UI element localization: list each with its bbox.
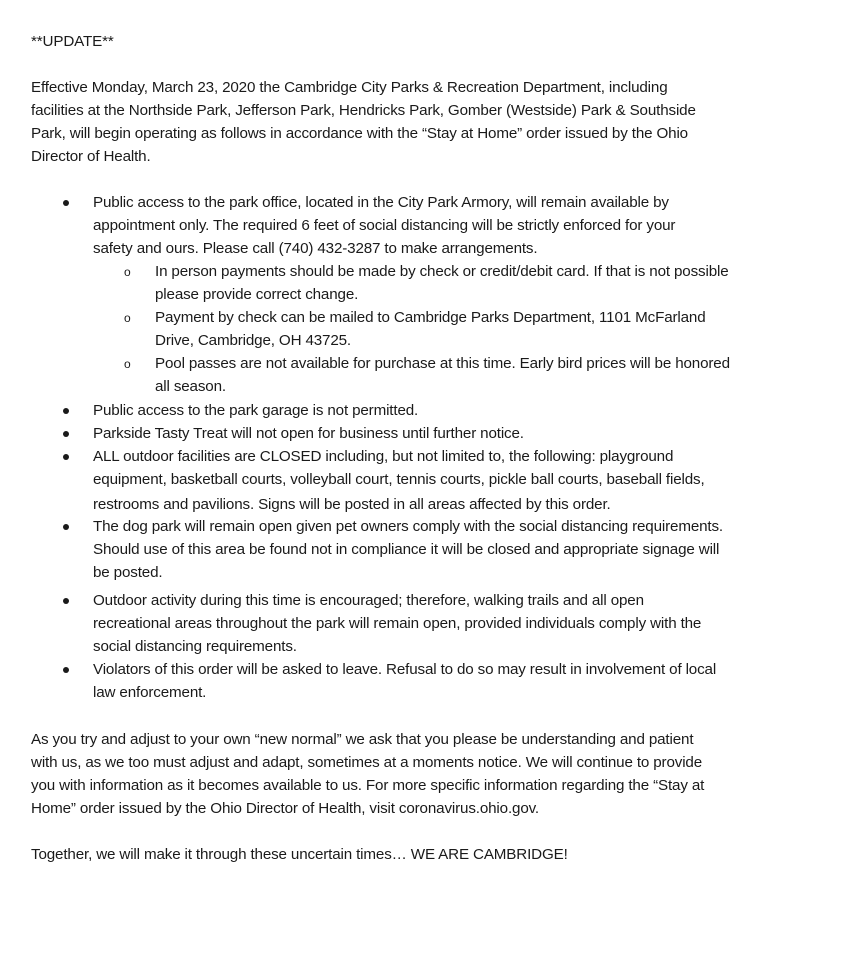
- bullet-icon: [63, 667, 69, 673]
- list-item-line: Should use of this area be found not in compliance it will be closed and appropriate signage will: [93, 541, 720, 558]
- intro-line: Director of Health.: [31, 148, 151, 165]
- update-header: **UPDATE**: [31, 33, 114, 50]
- closing-line: As you try and adjust to your own “new normal” we ask that you please be understanding and patient: [31, 731, 694, 748]
- list-item-line: be posted.: [93, 564, 163, 581]
- intro-line: facilities at the Northside Park, Jefferson Park, Hendricks Park, Gomber (Westside) Park & Southside: [31, 102, 696, 119]
- sub-bullet-icon: o: [124, 265, 131, 279]
- sub-bullet-icon: o: [124, 357, 131, 371]
- bullet-icon: [63, 200, 69, 206]
- sub-item-line: Payment by check can be mailed to Cambridge Parks Department, 1101 McFarland: [155, 309, 706, 326]
- bullet-icon: [63, 454, 69, 460]
- list-item-line: Outdoor activity during this time is encouraged; therefore, walking trails and all open: [93, 592, 644, 609]
- sub-item-line: Drive, Cambridge, OH 43725.: [155, 332, 352, 349]
- list-item-line: Public access to the park office, located in the City Park Armory, will remain available by: [93, 194, 669, 211]
- closing-line: Home” order issued by the Ohio Director of Health, visit coronavirus.ohio.gov.: [31, 800, 539, 817]
- bullet-icon: [63, 408, 69, 414]
- list-item-line: ALL outdoor facilities are CLOSED including, but not limited to, the following: playground: [93, 448, 674, 465]
- list-item-line: recreational areas throughout the park will remain open, provided individuals comply with the: [93, 615, 702, 632]
- list-item-line: equipment, basketball courts, volleyball court, tennis courts, pickle ball courts, baseball fields,: [93, 471, 705, 488]
- closing-line: you with information as it becomes available to us. For more specific information regarding the “Stay at: [31, 777, 705, 794]
- sub-bullet-icon: o: [124, 311, 131, 325]
- intro-line: Park, will begin operating as follows in accordance with the “Stay at Home” order issued by the Ohio: [31, 125, 688, 142]
- bullet-icon: [63, 431, 69, 437]
- sub-item-line: Pool passes are not available for purchase at this time. Early bird prices will be honored: [155, 355, 730, 372]
- intro-line: Effective Monday, March 23, 2020 the Cambridge City Parks & Recreation Department, including: [31, 79, 668, 96]
- bullet-icon: [63, 524, 69, 530]
- list-item-line: Public access to the park garage is not permitted.: [93, 402, 419, 419]
- bullet-icon: [63, 598, 69, 604]
- list-item-line: Parkside Tasty Treat will not open for business until further notice.: [93, 425, 524, 442]
- sub-item-line: all season.: [155, 378, 226, 395]
- signoff-text: Together, we will make it through these uncertain times… WE ARE CAMBRIDGE!: [31, 846, 568, 863]
- list-item-line: Violators of this order will be asked to leave. Refusal to do so may result in involvement of local: [93, 661, 717, 678]
- list-item-line: restrooms and pavilions. Signs will be posted in all areas affected by this order.: [93, 496, 611, 513]
- list-item-line: appointment only. The required 6 feet of social distancing will be strictly enforced for your: [93, 217, 676, 234]
- closing-line: with us, as we too must adjust and adapt, sometimes at a moments notice. We will continue to provide: [31, 754, 703, 771]
- sub-item-line: In person payments should be made by check or credit/debit card. If that is not possible: [155, 263, 729, 280]
- list-item-line: social distancing requirements.: [93, 638, 297, 655]
- list-item-line: safety and ours. Please call (740) 432-3287 to make arrangements.: [93, 240, 538, 257]
- list-item-line: law enforcement.: [93, 684, 207, 701]
- list-item-line: The dog park will remain open given pet owners comply with the social distancing requirements.: [93, 518, 724, 535]
- sub-item-line: please provide correct change.: [155, 286, 359, 303]
